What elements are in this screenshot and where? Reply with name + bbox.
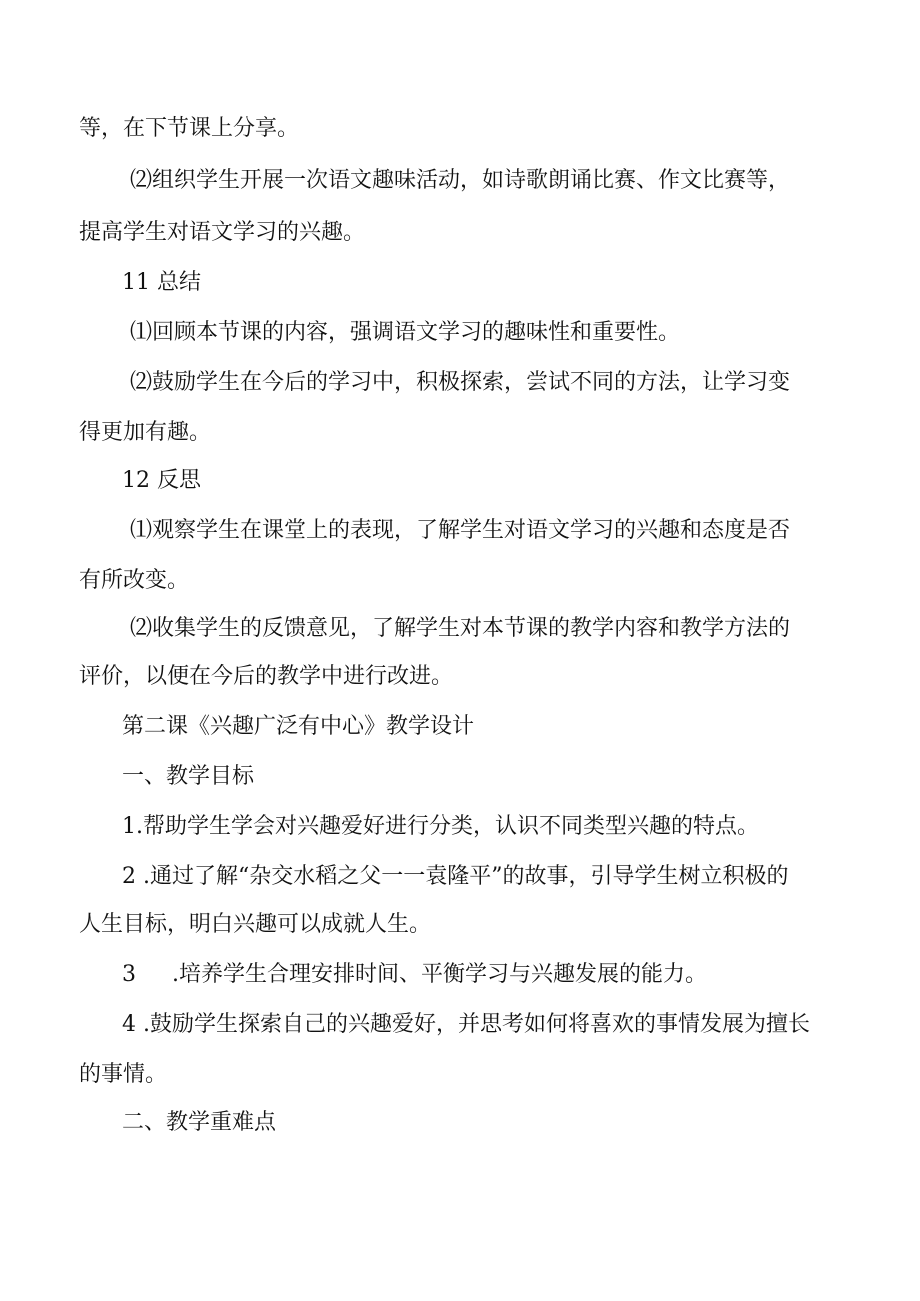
- section-heading: 12 反思: [122, 468, 201, 493]
- section-heading: 二、教学重难点: [122, 1110, 277, 1135]
- paragraph-line: ⑵组织学生开展一次语文趣味活动，如诗歌朗诵比赛、作文比赛等，: [130, 168, 791, 193]
- paragraph-line: 人生目标，明白兴趣可以成就人生。: [79, 912, 432, 937]
- list-item: 2 .通过了解“杂交水稻之父一一袁隆平”的故事，引导学生树立积极的: [122, 864, 789, 889]
- paragraph-line: 提高学生对语文学习的兴趣。: [79, 220, 366, 245]
- section-heading: 11 总结: [122, 270, 201, 295]
- paragraph-line: ⑵鼓励学生在今后的学习中，积极探索，尝试不同的方法，让学习变: [130, 370, 791, 395]
- paragraph-line: 得更加有趣。: [79, 420, 212, 445]
- list-item-number: 3: [122, 962, 136, 987]
- paragraph-line: 有所改变。: [79, 568, 190, 593]
- paragraph-line: ⑵收集学生的反馈意见，了解学生对本节课的教学内容和教学方法的: [130, 616, 791, 641]
- paragraph-line: 等，在下节课上分享。: [79, 116, 300, 141]
- list-item: [0, 960, 920, 990]
- list-item-text: .培养学生合理安排时间、平衡学习与兴趣发展的能力。: [172, 962, 707, 987]
- section-heading: 一、教学目标: [122, 764, 255, 789]
- paragraph-line: 评价，以便在今后的教学中进行改进。: [79, 664, 454, 689]
- paragraph-line: ⑴回顾本节课的内容，强调语文学习的趣味性和重要性。: [130, 320, 681, 345]
- list-item: 4 .鼓励学生探索自己的兴趣爱好，并思考如何将喜欢的事情发展为擅长: [122, 1012, 810, 1037]
- paragraph-line: 的事情。: [79, 1062, 168, 1087]
- paragraph-line: ⑴观察学生在课堂上的表现，了解学生对语文学习的兴趣和态度是否: [130, 518, 791, 543]
- lesson-title: 第二课《兴趣广泛有中心》教学设计: [122, 714, 475, 739]
- list-item: 1.帮助学生学会对兴趣爱好进行分类，认识不同类型兴趣的特点。: [122, 814, 759, 839]
